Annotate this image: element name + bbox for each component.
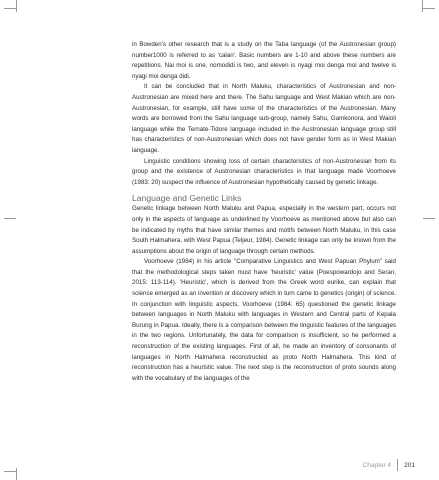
chapter-label: Chapter 4 xyxy=(362,461,392,469)
crop-mark-bottom-left-h xyxy=(4,471,16,472)
crop-mark-top-right-h xyxy=(423,8,435,9)
crop-mark-bottom-left-v xyxy=(16,468,17,480)
body-text xyxy=(132,40,396,384)
crop-mark-top-left-v xyxy=(16,0,17,12)
crop-mark-mid-left xyxy=(4,218,16,219)
page-number: 201 xyxy=(404,461,415,469)
paragraph-3: Linguistic conditions showing loss of certain characteristics of non-Austronesian from its group and the existence of Austronesian characteristics in that language made Voorhoeve (1983: 20) suspect the influence of Austronesian hypothetically caused by genetic linkage. xyxy=(132,157,396,186)
section-paragraph-2: Voorhoeve (1984) in his article "Comparative Linguistics and West Papuan Phylum" said that the methodological steps taken must have 'heuristic' value (Poespowardojo and Seran, 2015: 113-114). 'Heuristic', which is derived from the Greek word eurike, can explain that science emerged as an invention or discovery which in turn came to genetics (origin) of science. In conjunction with linguistic aspects, Voorhoeve (1984: 65) questioned the genetic linkage between languages in North Maluku with languages in Western and Central parts of Kepala Burung in Papua. Ideally, there is a comparison between the linguistic features of the languages in the two regions. Unfortunately, the data for comparison is insufficient, so he performed a reconstruction of the existing languages. First of all, he made an inventory of consonants of languages in North Halmahera reconstructed as proto North Halmahera. This kind of reconstruction has a heuristic value. The next step is the reconstruction of proto sounds along with the vocabulary of the languages of the xyxy=(132,258,396,382)
crop-mark-mid-right xyxy=(423,218,435,219)
section-heading: Language and Genetic Links xyxy=(132,193,242,204)
paragraph-1: in Bowden's other research that is a study on the Taba language (of the Austronesian group) number1000 is referred to as 'calan'. Basic numbers are 1-10 and above these numbers are repetitions. Nai moi is one, nomodidi is two, and eleven is nyagi moi denga moi and twelve is nyagi moi denga didi. xyxy=(132,41,396,80)
section-paragraph-1: Genetic linkage between North Maluku and Papua, especially in the western part, occurs not only in the aspects of language as underlined by Voorhoeve as mentioned above but also can be indicated by myths that have similar themes and motifs between North Maluku, in this case South Halmahera, with West Papua (Teljeur, 1984). Genetic linkage can only be known from the assumptions about the origin of language through certain methods. xyxy=(132,205,396,255)
footer-divider xyxy=(397,459,398,471)
page-footer xyxy=(363,458,415,472)
paragraph-2: It can be concluded that in North Maluku, characteristics of Austronesian and non-Austronesian are mixed here and there. The Sahu language and West Makian which are non-Austronesian, for example, still have some of the characteristics of the Austronesian. Many words are borrowed from the Sahu language sub-group, namely Sahu, Gamkonora, and Waioli language while the Ternate-Tidore language included in the Austronesian language group still has characteristics of non-Austronesian which does not have gender form as in West Makian language. xyxy=(132,83,396,154)
crop-mark-top-left-h xyxy=(4,8,16,9)
crop-mark-top-right-v xyxy=(422,0,423,12)
